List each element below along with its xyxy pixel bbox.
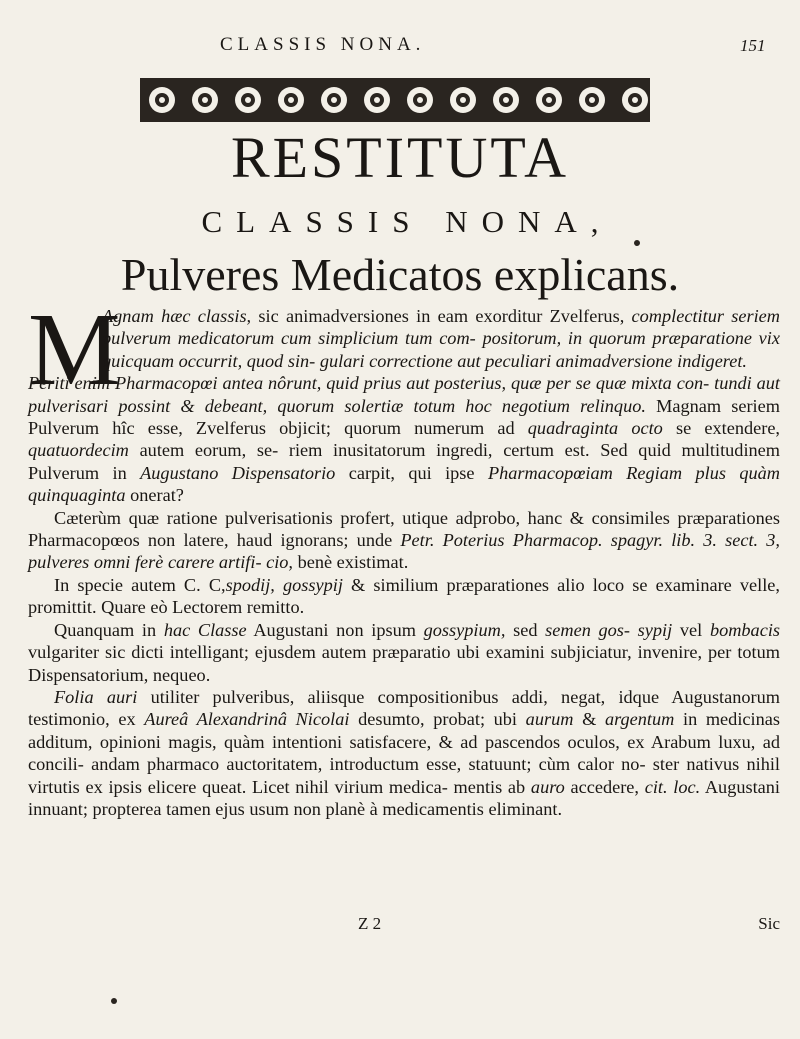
text-run: vulgariter sic dicti intelligant; ejusdem autem præparatio ubi examini subjiciatur, invenire, per totum Dispensatorium, nequeo. (28, 642, 780, 685)
italic-phrase: spodij, gossypij (225, 574, 343, 595)
text-run: in medicinas additum, opinioni magis, quàm intentioni satisfacere, & ad pascendos oculos, ex Arabum luxu, ad concili- andam pharmaco auctoritatem, introductum esse, statuunt; cùm calor no- ster nativus nihil virtutis ex ipsis elicere queat. Licet nihil virium medica- mentis ab (28, 709, 780, 797)
italic-phrase: gulari correctione aut peculiari animadversione indigeret. (319, 350, 748, 371)
head-ornament-band (140, 78, 650, 122)
text-run: desumto, probat; ubi (358, 709, 518, 730)
text-run: In specie autem C. C, (54, 574, 226, 595)
italic-phrase: Periti enim Pharmacopœi antea nôrunt, quid prius aut posterius, quæ per se quæ mixta con- tundi aut pulverisari possint & debeant, quorum solertiæ totum hoc negotium relinquo. (28, 373, 780, 416)
paragraph-1 (28, 372, 780, 506)
text-run: onerat? (130, 485, 184, 506)
italic-phrase: cit. loc. (644, 776, 701, 797)
text-run: vel (679, 619, 703, 640)
ink-speck (111, 998, 117, 1004)
text-run: carpit, qui ipse (348, 462, 475, 483)
class-subtitle: CLASSIS NONA, (201, 204, 613, 239)
text-run: sic animadversiones in eam exorditur Zvelferus, (258, 306, 625, 326)
text-run: utiliter pulveribus, aliisque compositionibus addi, negat, idque Augustanorum testimonio, ex (28, 686, 780, 730)
signature-mark: Z 2 (358, 914, 382, 933)
text-run: benè existimat. (297, 552, 409, 573)
page-title: RESTITUTA (230, 125, 570, 190)
text-run: se extendere, (676, 418, 781, 439)
running-head-title: CLASSIS NONA. (220, 34, 426, 55)
italic-phrase: bombacis (709, 619, 781, 640)
text-run: Cæterùm quæ ratione pulverisationis profert, utique adprobo, hanc & consimiles præparationes Pharmacopœos non latere, haud ignorans; unde (28, 507, 780, 551)
body-text (28, 305, 780, 820)
section-title: Pulveres Medicatos explicans. (120, 249, 680, 300)
italic-phrase: gossypium, (423, 619, 506, 640)
paragraph-3 (28, 574, 780, 619)
page-number: 151 (740, 36, 766, 55)
drop-capital: M (28, 292, 121, 407)
catchword: Sic (758, 914, 780, 933)
italic-phrase: Agnam hæc classis, (102, 306, 252, 326)
paragraph-5 (28, 686, 780, 820)
text-run: Augustani innuant; propterea tamen ejus usum non planè à medicamentis eliminant. (28, 776, 781, 819)
ink-speck (634, 240, 640, 246)
italic-phrase: semen gos- sypij (545, 619, 673, 640)
italic-phrase: Pharmacopœiam Regiam plus quàm quinquaginta (28, 462, 780, 506)
italic-phrase: Petr. Poterius Pharmacop. spagyr. lib. 3. sect. 3, pulveres omni ferè carere artifi- cio, (28, 530, 780, 573)
italic-phrase: complectitur seriem pulverum medicatorum cum simplicium tum com- (102, 306, 780, 349)
text-run: Augustani non ipsum (253, 619, 416, 640)
italic-phrase: quatuordecim (28, 440, 129, 461)
text-run: accedere, (570, 776, 639, 797)
italic-phrase: Aureâ Alexandrinâ Nicolai (144, 709, 350, 730)
italic-phrase: quadraginta octo (527, 418, 663, 439)
italic-phrase: Folia auri (54, 686, 138, 707)
text-run: sed (513, 619, 538, 640)
running-head (0, 34, 800, 64)
text-run: autem eorum, se- riem inusitatorum ingredi, certum est. Sed quid multitudinem Pulverum in (28, 440, 780, 483)
text-run: Magnam seriem Pulverum hîc esse, Zvelferus objicit; quorum numerum ad (28, 395, 780, 439)
paragraph-2 (28, 507, 780, 574)
italic-phrase: aurum (525, 709, 574, 730)
text-run: & (582, 709, 597, 730)
italic-phrase: hac Classe (163, 619, 247, 640)
ornament-icon (140, 78, 650, 122)
text-run: Quanquam in (54, 619, 157, 640)
italic-phrase: Augustano Dispensatorio (140, 462, 336, 483)
catchline (28, 914, 780, 938)
italic-phrase: auro (530, 776, 565, 797)
italic-phrase: positorum, in quorum præparatione vix quicquam occurrit, quod sin- (102, 328, 780, 371)
italic-phrase: argentum (604, 709, 675, 730)
text-run: & similium præparationes alio loco se examinare velle, promittit. Quare eò Lectorem remitto. (28, 574, 780, 618)
paragraph-4 (28, 619, 780, 686)
paragraph-1-opening (28, 305, 780, 372)
